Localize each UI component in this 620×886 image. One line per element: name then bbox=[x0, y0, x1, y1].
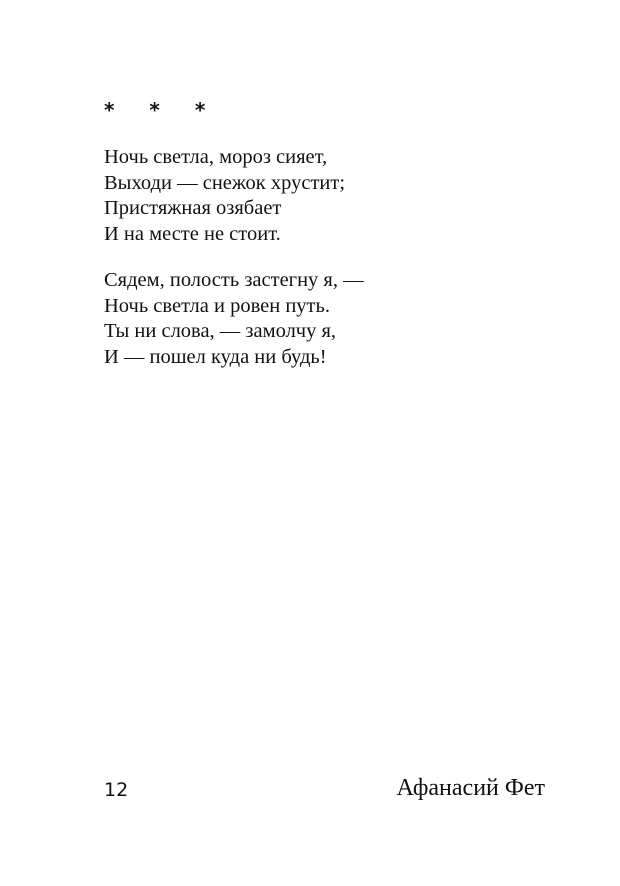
poem-line: Ночь светла, мороз сияет, bbox=[104, 146, 328, 168]
poem-line: Сядем, полость застегну я, — bbox=[104, 269, 364, 291]
poem-line: И на месте не стоит. bbox=[104, 222, 281, 245]
page-number: 12 bbox=[104, 779, 129, 801]
poem-line: Пристяжная озябает bbox=[104, 197, 282, 219]
poem-line: Ночь светла и ровен путь. bbox=[104, 294, 330, 317]
poem-line: Ты ни слова, — замолчу я, bbox=[104, 320, 337, 342]
poem-stanza-1 bbox=[104, 145, 345, 247]
poem-line: Выходи — снежок хрустит; bbox=[104, 171, 346, 194]
poem-stanza-2 bbox=[104, 268, 364, 370]
section-separator: * * * bbox=[104, 98, 220, 122]
poem-line: И — пошел куда ни будь! bbox=[104, 345, 327, 368]
running-footer-author: Афанасий Фет bbox=[396, 775, 545, 801]
